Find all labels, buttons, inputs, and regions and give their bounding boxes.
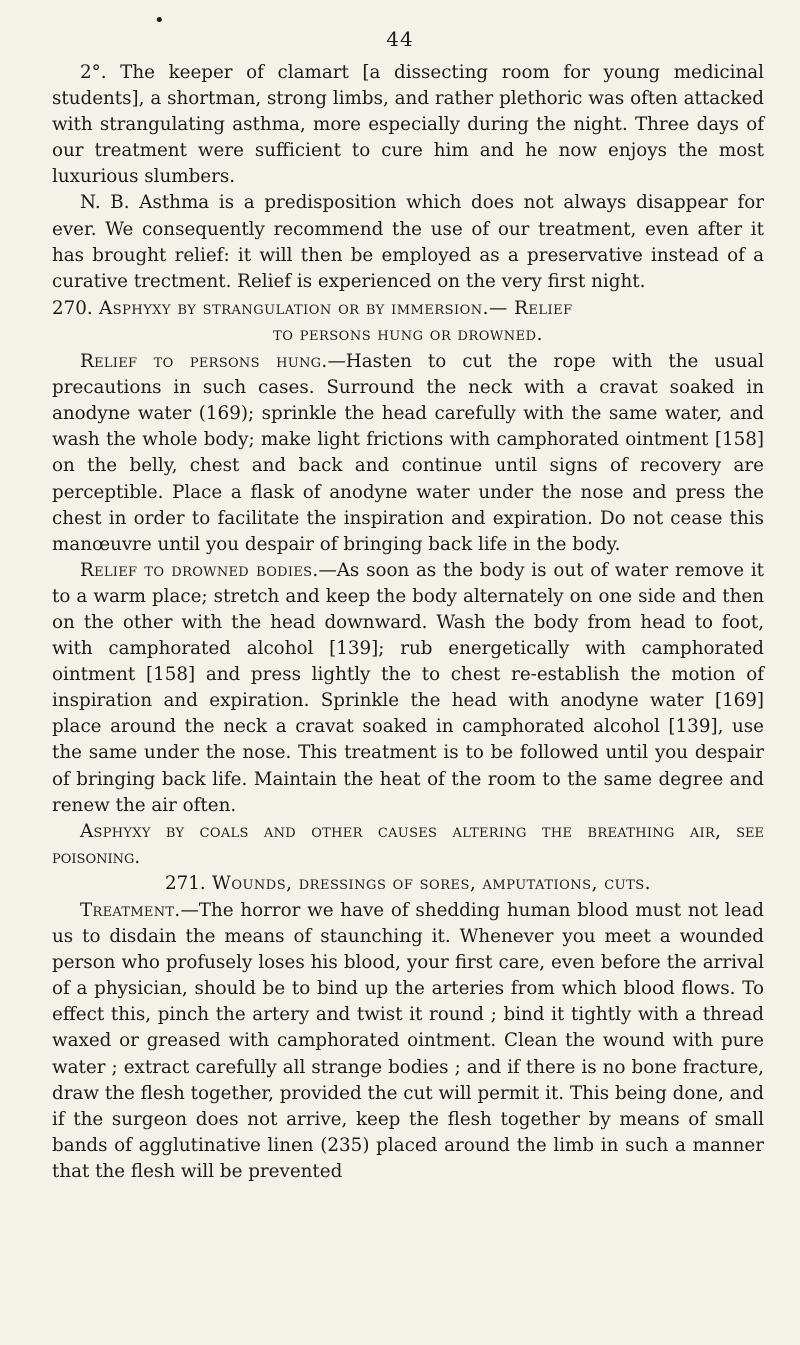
section-270-heading (52, 296, 764, 322)
page-number: 44 (386, 27, 414, 51)
note-label: N. B. (80, 192, 130, 214)
section-number: 270. (52, 297, 93, 319)
paragraph-text: —Hasten to cut the rope with the usual precautions in such cases. Surround the neck with a cravat soaked in anodyne water (169); sprinkle the head carefully with the same water, and wash the whole body; make light frictions with camphorated ointment [158] on the belly, chest and back and continue until signs of recovery are perceptible. Place a flask of anodyne water under the nose and press the chest in order to facilitate the inspiration and expiration. Do not cease this manœuvre until you despair of bringing back life in the body. (52, 351, 764, 555)
section-subtitle: to persons hung or drowned. (273, 323, 543, 345)
paragraph-asphyxy-coals (52, 819, 764, 871)
paragraph-text: 2°. The keeper of clamart [a dissecting room for young medicinal students], a shortman, strong limbs, and rather plethoric was often attacked with strangulating asthma, more especially during the night. Three days of our treatment were sufficient to cure him and he now enjoys the most luxurious slumbers. (52, 62, 764, 188)
paragraph-asthma-note (52, 190, 764, 294)
paragraph-relief-hung (52, 349, 764, 558)
paragraph-text: —The horror we have of shedding human blood must not lead us to disdain the means of staunching it. Whenever you meet a wounded person who profusely loses his blood, your first care, even before the arrival of a physician, should be to bind up the arteries from which blood flows. To effect this, pinch the artery and twist it round ; bind it tightly with a thread waxed or greased with camphorated ointment. Clean the wound with pure water ; extract carefully all strange bodies ; and if there is no bone fracture, draw the flesh together, provided the cut will permit it. This being done, and if the surgeon does not arrive, keep the flesh together by means of small bands of agglutinative linen (235) placed around the limb in such a manner that the flesh will be prevented (52, 900, 764, 1182)
paragraph-label: Relief to drowned bodies. (80, 559, 319, 581)
section-270-subtitle (52, 322, 764, 348)
section-title: Wounds, dressings of sores, amputations, cuts. (205, 872, 651, 894)
section-number: 271. (165, 872, 206, 894)
paragraph-label: Relief to persons hung. (80, 351, 328, 373)
paragraph-label: Treatment. (80, 900, 181, 921)
printer-mark: • (154, 10, 165, 31)
paragraph-label: Asphyxy by coals and other causes altering the breathing air, (80, 820, 722, 842)
paragraph-relief-drowned (52, 558, 764, 819)
section-title: Asphyxy by strangulation or by immersion.— Relief (92, 297, 573, 319)
paragraph-text: —As soon as the body is out of water remove it to a warm place; stretch and keep the body alternately on one side and then on the other with the head downward. Wash the body from head to foot, with camphorated alcohol [139]; rub energetically with camphorated ointment [158] and press lightly the to chest re-establish the motion of inspiration and expiration. Sprinkle the head with anodyne water [169] place around the neck a cravat soaked in camphorated alcohol [139], use the same under the nose. This treatment is to be followed until you despair of bringing back life. Maintain the heat of the room to the same degree and renew the air often. (52, 559, 765, 816)
section-271-heading (52, 871, 764, 897)
cross-reference: see poisoning. (52, 820, 764, 868)
page-body (52, 60, 764, 1185)
paragraph-treatment (52, 898, 764, 1185)
paragraph-clamart-case (52, 60, 764, 190)
paragraph-text: Asthma is a predisposition which does not always disappear for ever. We consequently recommend the use of our treatment, even after it has brought relief: it will then be employed as a preservative instead of a curative trectment. Relief is experienced on the very first night. (52, 192, 764, 292)
